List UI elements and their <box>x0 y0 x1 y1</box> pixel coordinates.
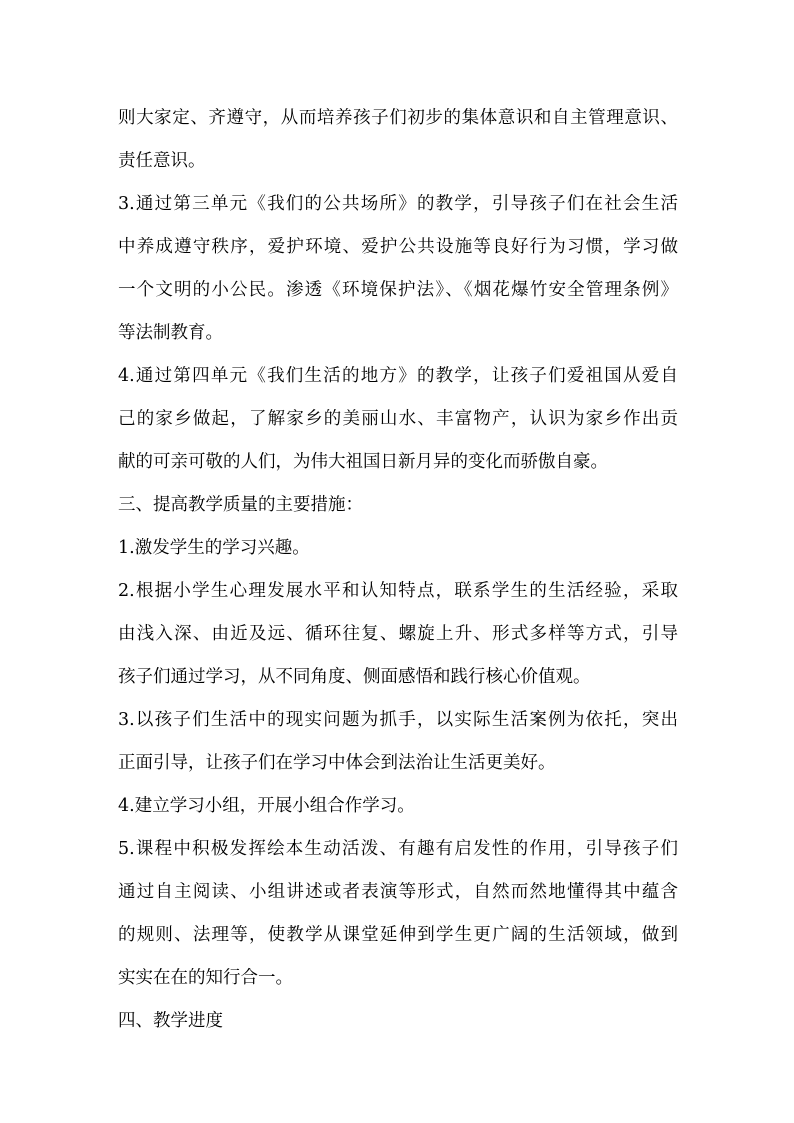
text-line: 3.以孩子们生活中的现实问题为抓手，以实际生活案例为依托，突出 <box>118 710 678 730</box>
text-line: 孩子们通过学习，从不同角度、侧面感悟和践行核心价值观。 <box>118 667 591 687</box>
text-line: 献的可亲可敬的人们，为伟大祖国日新月异的变化而骄傲自豪。 <box>118 452 608 472</box>
text-line: 的规则、法理等，使教学从课堂延伸到学生更广阔的生活领域，做到 <box>118 925 678 945</box>
text-line: 等法制教育。 <box>118 323 223 343</box>
text-line: 2.根据小学生心理发展水平和认知特点，联系学生的生活经验，采取 <box>118 581 678 601</box>
text-line: 4.通过第四单元《我们生活的地方》的教学，让孩子们爱祖国从爱自 <box>118 366 678 386</box>
text-line: 责任意识。 <box>118 151 206 171</box>
text-line: 己的家乡做起，了解家乡的美丽山水、丰富物产，认识为家乡作出贡 <box>118 409 678 429</box>
text-line: 通过自主阅读、小组讲述或者表演等形式，自然而然地懂得其中蕴含 <box>118 882 678 902</box>
text-line: 4.建立学习小组，开展小组合作学习。 <box>118 796 415 816</box>
text-line: 中养成遵守秩序，爱护环境、爱护公共设施等良好行为习惯，学习做 <box>118 237 678 257</box>
text-line: 一个文明的小公民。渗透《环境保护法》、《烟花爆竹安全管理条例》 <box>118 280 678 300</box>
text-line: 由浅入深、由近及远、循环往复、螺旋上升、形式多样等方式，引导 <box>118 624 678 644</box>
text-line: 正面引导，让孩子们在学习中体会到法治让生活更美好。 <box>118 753 556 773</box>
text-line: 3.通过第三单元《我们的公共场所》的教学，引导孩子们在社会生活 <box>118 194 678 214</box>
text-line: 1.激发学生的学习兴趣。 <box>118 538 310 558</box>
text-line: 实实在在的知行合一。 <box>118 968 293 988</box>
section-heading: 三、提高教学质量的主要措施： <box>118 495 363 515</box>
text-line: 5.课程中积极发挥绘本生动活泼、有趣有启发性的作用，引导孩子们 <box>118 839 678 859</box>
section-heading: 四、教学进度 <box>118 1011 223 1031</box>
body-text <box>118 97 678 1043</box>
text-line: 则大家定、齐遵守，从而培养孩子们初步的集体意识和自主管理意识、 <box>118 108 678 128</box>
